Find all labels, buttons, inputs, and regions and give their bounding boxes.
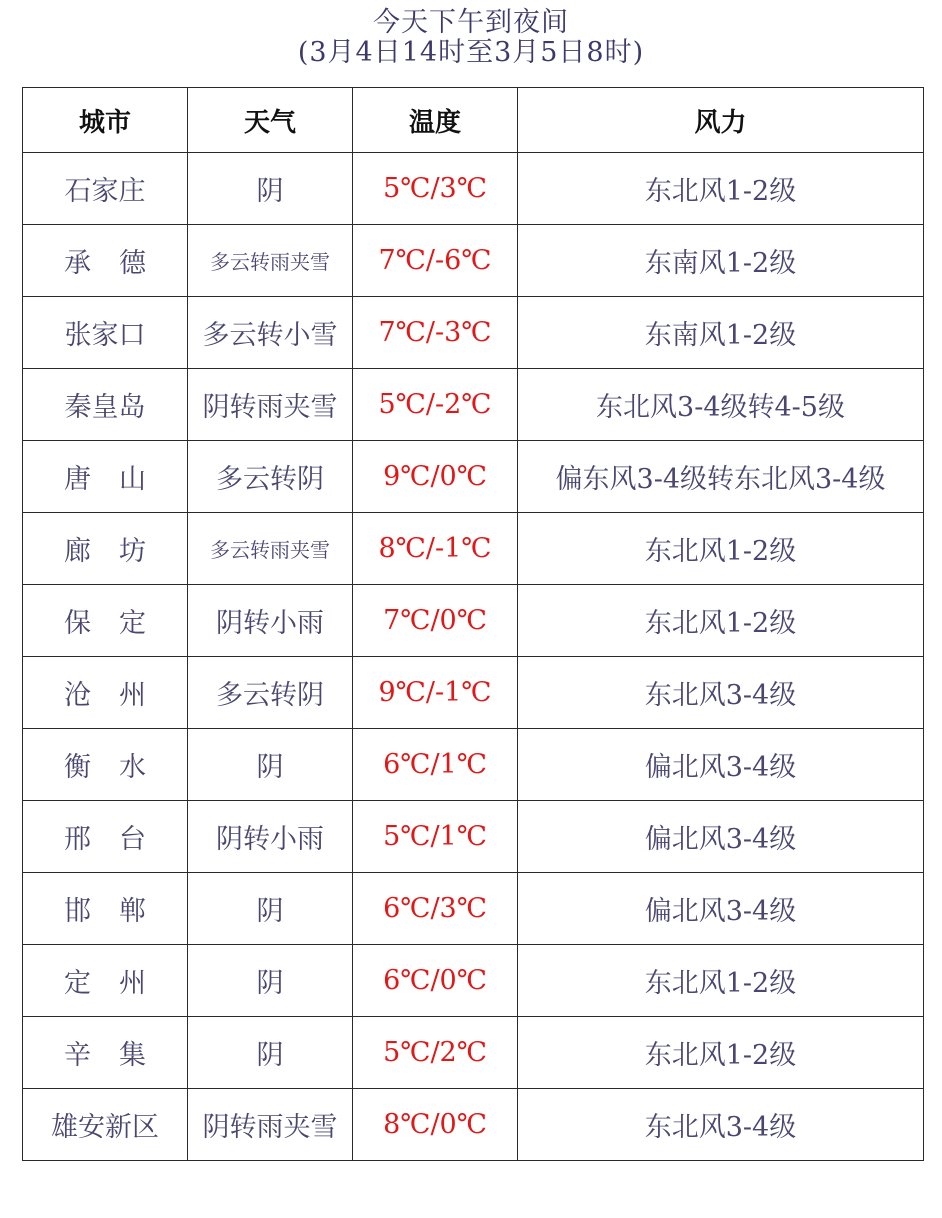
temperature-cell: 6℃/1℃ [353,729,518,801]
city-cell: 辛集 [23,1017,188,1089]
header-temperature: 温度 [353,88,518,153]
table-row [23,441,924,513]
table-row [23,657,924,729]
table-row [23,513,924,585]
wind-cell: 东北风1-2级 [518,153,924,225]
temperature-cell: 5℃/1℃ [353,801,518,873]
weather-cell: 多云转雨夹雪 [188,513,353,585]
table-row [23,729,924,801]
wind-cell: 偏北风3-4级 [518,801,924,873]
temperature-cell: 5℃/-2℃ [353,369,518,441]
wind-cell: 东北风3-4级转4-5级 [518,369,924,441]
temperature-cell: 9℃/0℃ [353,441,518,513]
wind-cell: 东北风1-2级 [518,945,924,1017]
temperature-cell: 7℃/-3℃ [353,297,518,369]
wind-cell: 东北风1-2级 [518,585,924,657]
city-cell: 秦皇岛 [23,369,188,441]
weather-cell: 阴 [188,729,353,801]
temperature-cell: 5℃/3℃ [353,153,518,225]
page-title: 今天下午到夜间 [373,7,569,38]
wind-cell: 东北风1-2级 [518,513,924,585]
table-header-row [23,88,924,153]
wind-cell: 东南风1-2级 [518,297,924,369]
weather-cell: 阴转小雨 [188,801,353,873]
table-row [23,225,924,297]
forecast-table [22,87,924,1161]
temperature-cell: 8℃/0℃ [353,1089,518,1161]
wind-cell: 偏北风3-4级 [518,729,924,801]
temperature-cell: 6℃/3℃ [353,873,518,945]
city-cell: 廊坊 [23,513,188,585]
city-cell: 雄安新区 [23,1089,188,1161]
weather-cell: 多云转阴 [188,657,353,729]
header-weather: 天气 [188,88,353,153]
temperature-cell: 7℃/-6℃ [353,225,518,297]
temperature-cell: 7℃/0℃ [353,585,518,657]
table-row [23,1017,924,1089]
table-row [23,153,924,225]
table-row [23,873,924,945]
city-cell: 沧州 [23,657,188,729]
weather-cell: 阴 [188,873,353,945]
page-subtitle-time-range: (3月4日14时至3月5日8时) [297,37,645,68]
weather-cell: 多云转阴 [188,441,353,513]
weather-cell: 阴 [188,1017,353,1089]
table-row [23,801,924,873]
wind-cell: 东南风1-2级 [518,225,924,297]
table-row [23,585,924,657]
weather-cell: 阴 [188,945,353,1017]
temperature-cell: 8℃/-1℃ [353,513,518,585]
city-cell: 邢台 [23,801,188,873]
table-row [23,369,924,441]
weather-cell: 阴转雨夹雪 [188,1089,353,1161]
temperature-cell: 5℃/2℃ [353,1017,518,1089]
header-city: 城市 [23,88,188,153]
weather-cell: 阴转雨夹雪 [188,369,353,441]
temperature-cell: 9℃/-1℃ [353,657,518,729]
city-cell: 保定 [23,585,188,657]
city-cell: 唐山 [23,441,188,513]
city-cell: 石家庄 [23,153,188,225]
weather-cell: 多云转小雪 [188,297,353,369]
city-cell: 张家口 [23,297,188,369]
table-row [23,945,924,1017]
city-cell: 衡水 [23,729,188,801]
city-cell: 定州 [23,945,188,1017]
header-wind: 风力 [518,88,924,153]
table-row [23,297,924,369]
weather-cell: 阴 [188,153,353,225]
wind-cell: 偏北风3-4级 [518,873,924,945]
weather-cell: 阴转小雨 [188,585,353,657]
wind-cell: 东北风3-4级 [518,657,924,729]
wind-cell: 偏东风3-4级转东北风3-4级 [518,441,924,513]
city-cell: 邯郸 [23,873,188,945]
city-cell: 承德 [23,225,188,297]
weather-cell: 多云转雨夹雪 [188,225,353,297]
wind-cell: 东北风1-2级 [518,1017,924,1089]
wind-cell: 东北风3-4级 [518,1089,924,1161]
table-row [23,1089,924,1161]
temperature-cell: 6℃/0℃ [353,945,518,1017]
